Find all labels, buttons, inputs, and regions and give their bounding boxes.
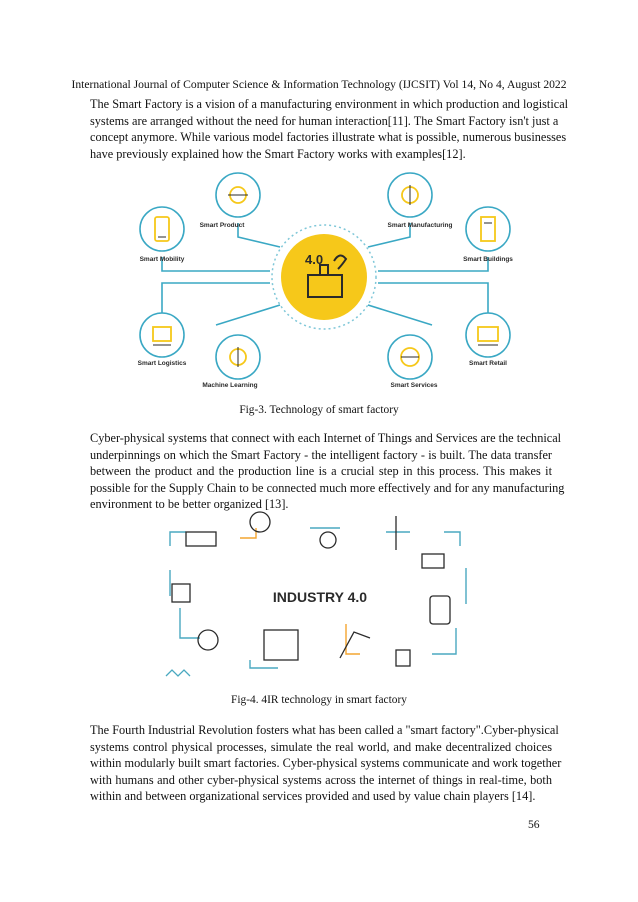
factory-gear-icon [198, 630, 218, 650]
text-line: environment to be better organized [13]. [90, 497, 289, 512]
smart-logistics-label: Smart Logistics [137, 360, 187, 367]
text-line: with humans and other cyber-physical systems across the internet of things in real-time, both [90, 772, 552, 787]
mobile-icon [430, 596, 450, 624]
text-line: between the product and the production line is a crucial step in this process. This makes it [90, 464, 552, 479]
drone-icon [422, 554, 444, 568]
journal-header: International Journal of Computer Science & Information Technology (IJCSIT) Vol 14, No 4, August 2022 [71, 78, 567, 91]
text-line: have previously explained how the Smart Factory works with examples[12]. [90, 146, 466, 161]
center-circle [281, 234, 367, 320]
paragraph-smart-factory-intro [90, 96, 569, 162]
industry-title: INDUSTRY 4.0 [272, 589, 368, 605]
smart-product-label: Smart Product [199, 222, 245, 229]
accent-line [346, 624, 360, 654]
crate-icon [172, 584, 190, 602]
text-line: The Smart Factory is a vision of a manufacturing environment in which production and logistical [90, 97, 569, 111]
server-icon [264, 630, 298, 660]
gear-icon [320, 532, 336, 548]
machine-learning-label: Machine Learning [202, 382, 258, 389]
text-line: systems control physical processes, simulate the real world, and make decentralized choices [90, 739, 552, 754]
truck-icon [186, 532, 216, 546]
figure-4-caption: Fig-4. 4IR technology in smart factory [231, 694, 407, 706]
figure-smart-factory-technology [120, 165, 528, 397]
text-line: underpinnings on which the Smart Factory - the intelligent factory - is built. The data transfer [90, 447, 552, 462]
page-number: 56 [528, 818, 540, 831]
smart-buildings-node [466, 207, 510, 251]
globe-network-icon [250, 512, 270, 532]
paragraph-cyber-physical [90, 430, 565, 513]
smart-mobility-label: Smart Mobility [139, 256, 185, 263]
text-line: Cyber-physical systems that connect with each Internet of Things and Services are the technical [90, 431, 562, 445]
smart-mobility-node [140, 207, 184, 251]
text-line: The Fourth Industrial Revolution fosters what has been called a "smart factory".Cyber-physical [90, 723, 559, 737]
text-line: within modularly built smart factories. Cyber-physical systems communicate and work together [90, 756, 562, 771]
text-line: possible for the Supply Chain to be connected much more effectively and for any manufacturing [90, 480, 565, 495]
smart-logistics-node [140, 313, 184, 357]
text-line: systems are arranged without the need for human interaction[11]. The Smart Factory isn't just a [90, 113, 559, 128]
text-line: concept anymore. While various model factories illustrate what is possible, numerous businesses [90, 130, 567, 145]
figure-industry-4-0 [160, 508, 480, 686]
robot-icon [396, 650, 410, 666]
figure-3-caption: Fig-3. Technology of smart factory [239, 404, 399, 416]
smart-manufacturing-label: Smart Manufacturing [387, 222, 453, 229]
paragraph-fourth-industrial-revolution [90, 722, 562, 805]
wave-decoration [166, 670, 190, 676]
smart-buildings-label: Smart Buildings [463, 256, 513, 263]
text-line: within and between organizational services provided and used by value chain players [14]. [90, 789, 536, 804]
smart-services-label: Smart Services [390, 382, 438, 389]
smart-retail-node [466, 313, 510, 357]
smart-retail-label: Smart Retail [469, 360, 507, 367]
center-label: 4.0 [305, 252, 324, 267]
